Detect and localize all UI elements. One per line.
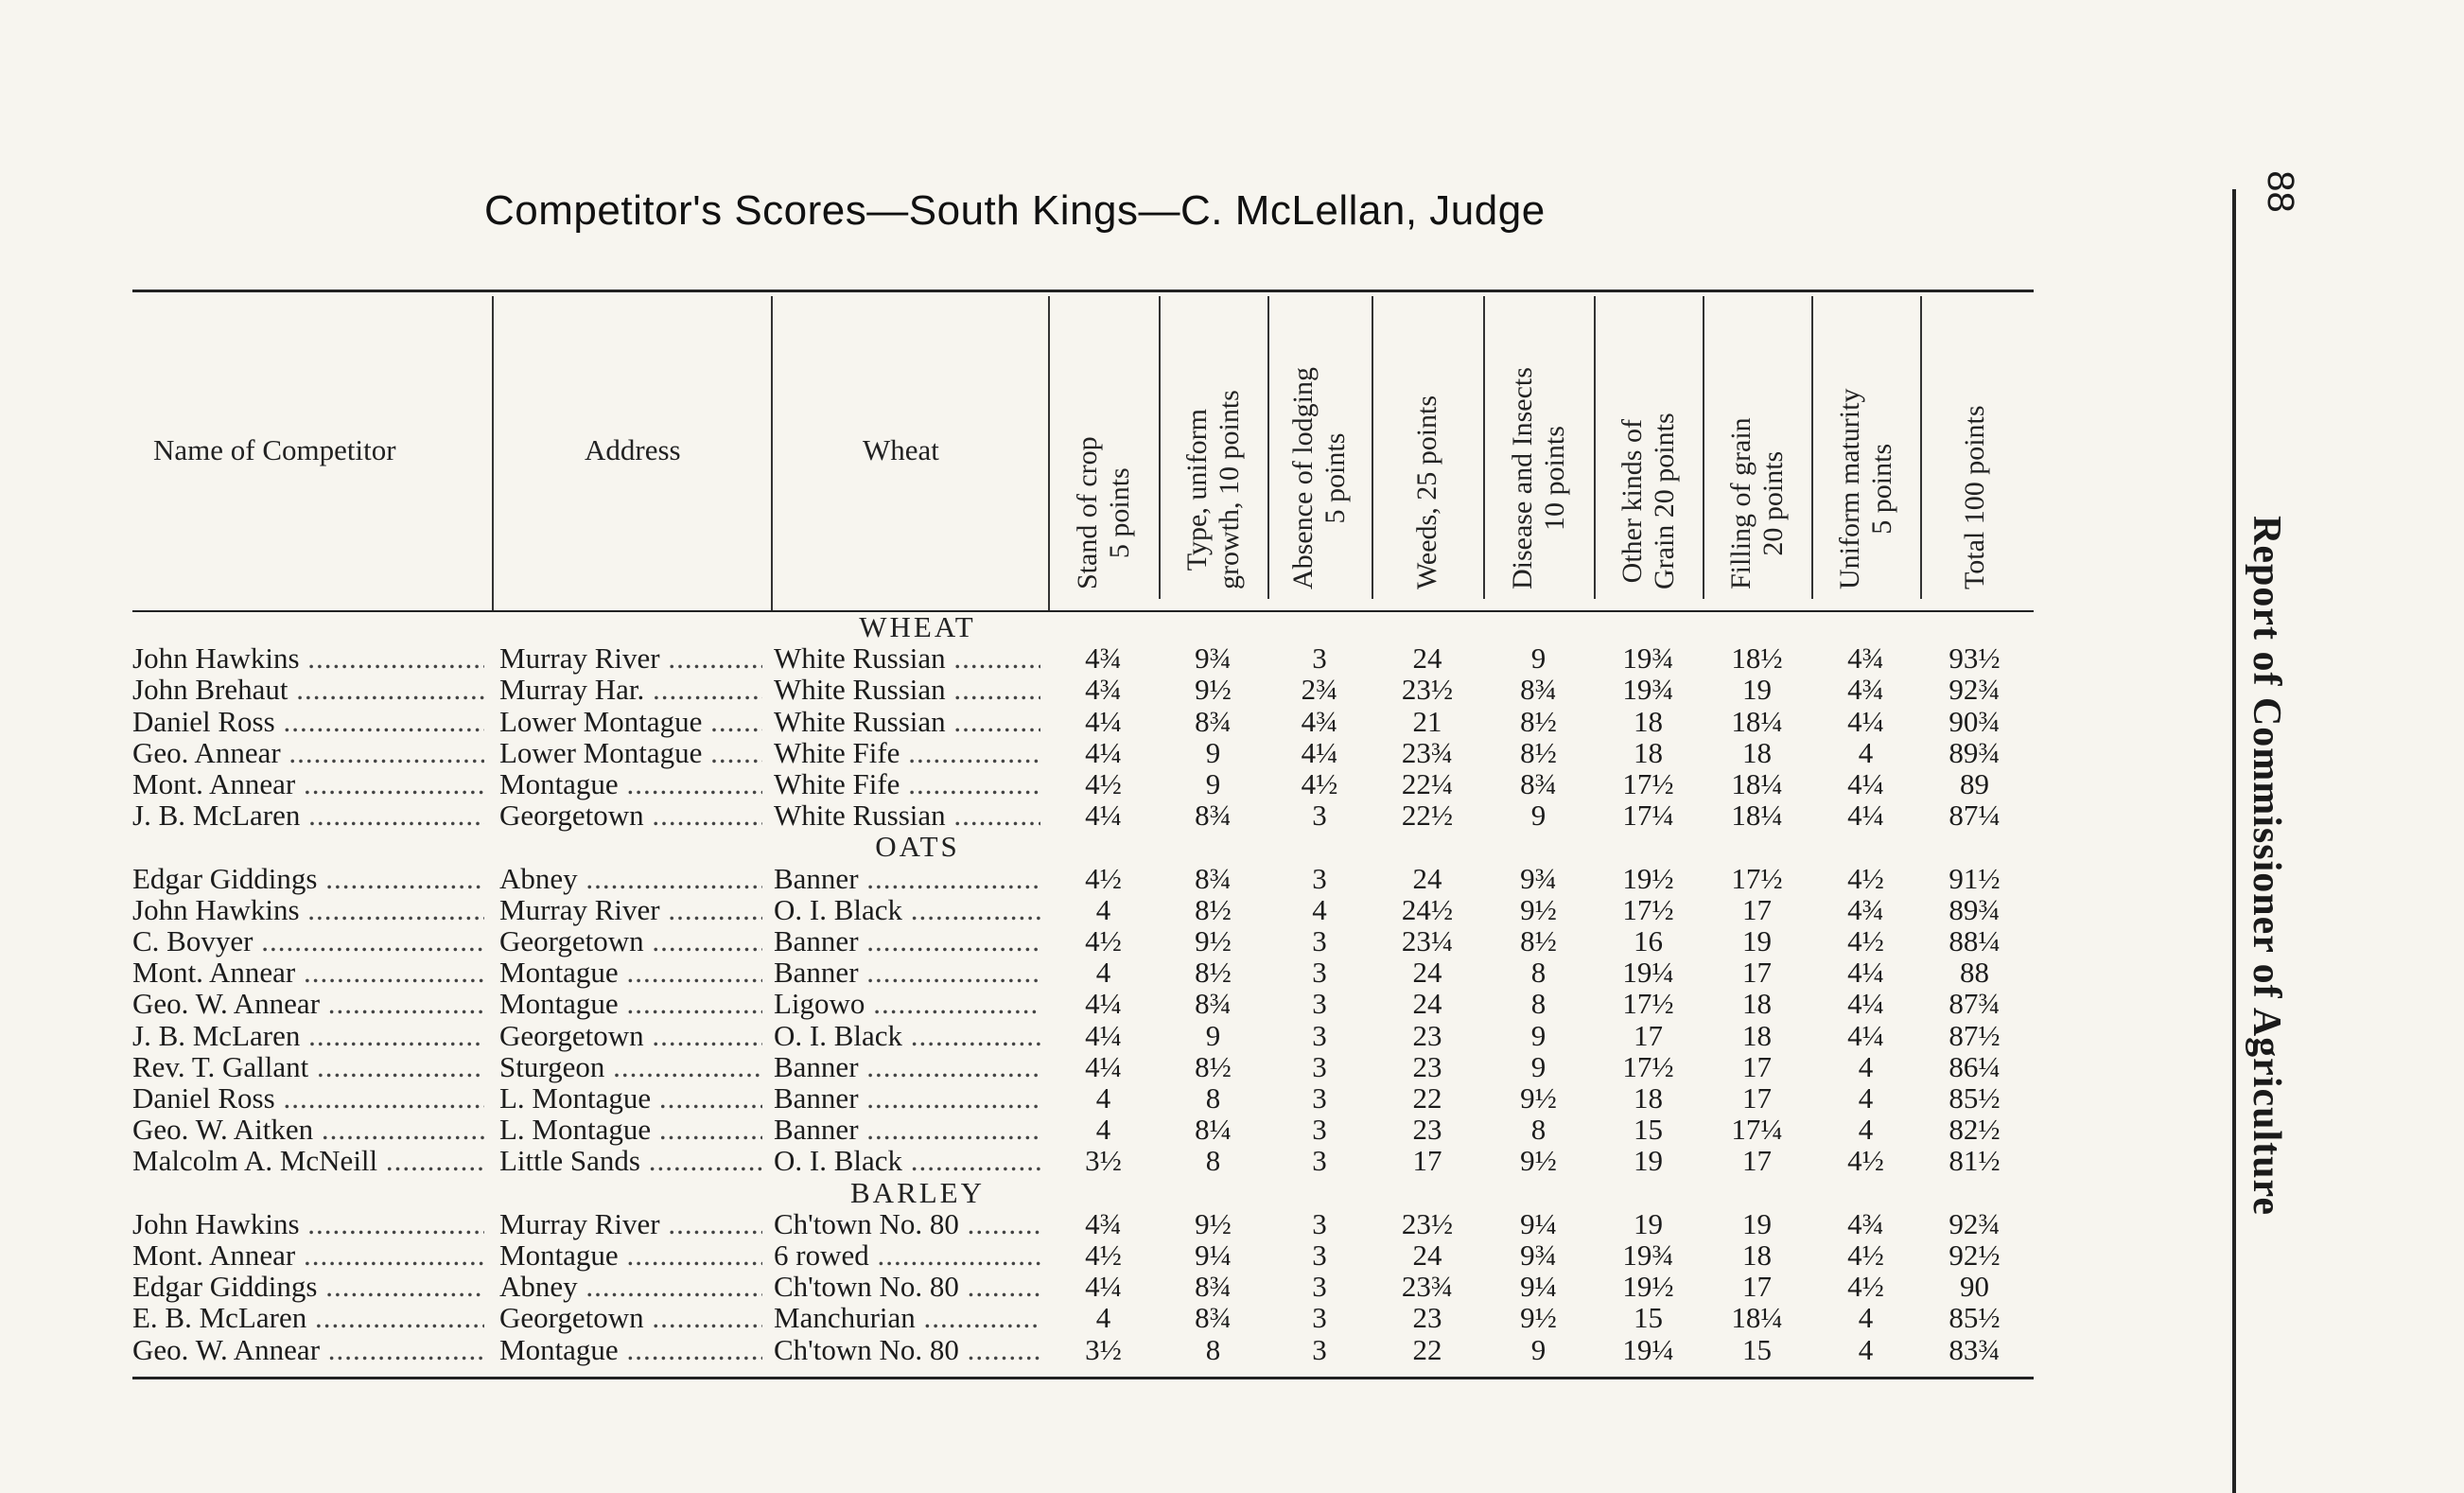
score-cell: 4¼: [1301, 735, 1338, 769]
score-cell: 92¾: [1948, 673, 2001, 707]
section-label: OATS: [875, 830, 960, 864]
score-cell: 8: [1205, 1081, 1221, 1115]
score-cell: 9½: [1520, 1301, 1557, 1335]
competitor-variety: White Russian .....: [774, 673, 1040, 707]
score-cell: 4: [1095, 956, 1111, 990]
score-cell: 17: [1742, 1144, 1772, 1178]
score-cell: 8½: [1520, 924, 1557, 957]
score-cell: 22: [1412, 1081, 1442, 1115]
score-cell: 87¼: [1948, 799, 2001, 833]
score-cell: 18¼: [1731, 704, 1783, 738]
score-cell: 3: [1312, 1332, 1327, 1366]
score-cell: 3: [1312, 1144, 1327, 1178]
score-cell: 19¼: [1622, 1332, 1674, 1366]
side-rule: [2232, 189, 2236, 1493]
score-cell: 9: [1530, 1018, 1547, 1052]
competitor-variety: Ch'town No. 80 .....: [774, 1333, 1040, 1367]
score-cell: 9: [1205, 1018, 1221, 1052]
column-header: [1594, 296, 1703, 608]
score-cell: 4: [1858, 735, 1874, 769]
column-header-line: Grain 20 points: [1649, 413, 1680, 589]
score-cell: 4: [1095, 892, 1111, 926]
score-cell: 8¾: [1195, 704, 1232, 738]
score-cell: 4: [1095, 1301, 1111, 1335]
page-title: Competitor's Scores—South Kings—C. McLellan, Judge: [484, 187, 1546, 234]
score-cell: 3: [1312, 1206, 1327, 1240]
score-cell: 4¾: [1085, 641, 1122, 676]
score-cell: 4¼: [1085, 987, 1122, 1021]
score-cell: 4: [1858, 1049, 1874, 1083]
score-cell: 24½: [1401, 892, 1454, 926]
score-cell: 9½: [1520, 1081, 1557, 1115]
score-cell: 3: [1312, 1081, 1327, 1115]
score-cell: 19¾: [1622, 1238, 1674, 1272]
score-cell: 9½: [1195, 673, 1232, 707]
competitor-name: Geo. W. Aitken .....: [132, 1113, 484, 1147]
competitor-variety: Banner .....: [774, 862, 1040, 896]
score-cell: 23: [1412, 1113, 1442, 1147]
score-cell: 85½: [1948, 1081, 2001, 1115]
score-cell: 4: [1858, 1332, 1874, 1366]
competitor-variety: O. I. Black .....: [774, 1144, 1040, 1178]
competitor-address: Lower Montague .....: [499, 705, 762, 739]
score-cell: 8¾: [1195, 799, 1232, 833]
score-cell: 3: [1312, 956, 1327, 990]
section-label: BARLEY: [850, 1175, 985, 1209]
column-header: [1811, 296, 1920, 608]
score-cell: 19: [1742, 1206, 1772, 1240]
score-cell: 85½: [1948, 1301, 2001, 1335]
score-cell: 24: [1412, 1238, 1442, 1272]
score-cell: 4: [1095, 1081, 1111, 1115]
score-cell: 18: [1742, 1238, 1772, 1272]
score-cell: 23: [1412, 1049, 1442, 1083]
competitor-name: Mont. Annear .....: [132, 767, 484, 801]
score-cell: 21: [1412, 704, 1442, 738]
score-cell: 17½: [1622, 987, 1674, 1021]
score-cell: 4: [1095, 1113, 1111, 1147]
competitor-name: Malcolm A. McNeill .....: [132, 1144, 484, 1178]
score-cell: 3: [1312, 1113, 1327, 1147]
competitor-variety: Banner .....: [774, 1113, 1040, 1147]
score-cell: 8½: [1195, 1049, 1232, 1083]
score-cell: 9: [1530, 641, 1547, 676]
score-cell: 18¼: [1731, 799, 1783, 833]
score-cell: 18½: [1731, 641, 1783, 676]
section-label: WHEAT: [859, 610, 976, 643]
score-cell: 22½: [1401, 799, 1454, 833]
competitor-name: John Brehaut .....: [132, 673, 484, 707]
score-cell: 8: [1530, 987, 1547, 1021]
score-cell: 3: [1312, 1270, 1327, 1304]
competitor-name: Daniel Ross .....: [132, 1081, 484, 1115]
score-cell: 19: [1742, 924, 1772, 957]
score-cell: 4½: [1847, 924, 1884, 957]
score-cell: 4¼: [1847, 799, 1884, 833]
competitor-variety: Banner .....: [774, 1050, 1040, 1084]
column-header: [1920, 296, 2029, 608]
column-header-line: 10 points: [1539, 426, 1570, 531]
score-cell: 4½: [1847, 861, 1884, 895]
score-cell: 9½: [1520, 892, 1557, 926]
score-cell: 17¼: [1622, 799, 1674, 833]
score-cell: 19½: [1622, 1270, 1674, 1304]
score-cell: 4¾: [1085, 673, 1122, 707]
score-cell: 15: [1742, 1332, 1772, 1366]
competitor-name: Edgar Giddings .....: [132, 862, 484, 896]
column-header: [1267, 296, 1372, 608]
competitor-variety: White Russian .....: [774, 705, 1040, 739]
competitor-name: John Hawkins .....: [132, 1207, 484, 1241]
score-cell: 89: [1960, 767, 1989, 800]
column-header-line: 5 points: [1866, 443, 1897, 535]
score-cell: 8½: [1520, 735, 1557, 769]
competitor-address: L. Montague .....: [499, 1081, 762, 1115]
score-cell: 19: [1634, 1206, 1663, 1240]
score-cell: 4¼: [1847, 704, 1884, 738]
column-header-line: growth, 10 points: [1214, 390, 1245, 589]
score-cell: 4¼: [1085, 1049, 1122, 1083]
score-cell: 23½: [1401, 1206, 1454, 1240]
score-cell: 9¼: [1195, 1238, 1232, 1272]
score-cell: 19¾: [1622, 673, 1674, 707]
score-cell: 17: [1634, 1018, 1663, 1052]
competitor-name: Geo. W. Annear .....: [132, 987, 484, 1021]
competitor-variety: Banner .....: [774, 956, 1040, 990]
competitor-name: J. B. McLaren .....: [132, 799, 484, 833]
competitor-name: John Hawkins .....: [132, 641, 484, 676]
score-cell: 3: [1312, 641, 1327, 676]
score-cell: 24: [1412, 987, 1442, 1021]
score-cell: 89¾: [1948, 892, 2001, 926]
score-cell: 4: [1858, 1081, 1874, 1115]
score-cell: 89¾: [1948, 735, 2001, 769]
competitor-address: Murray River .....: [499, 641, 762, 676]
score-cell: 4¼: [1085, 1018, 1122, 1052]
score-cell: 18¼: [1731, 1301, 1783, 1335]
score-cell: 18: [1634, 735, 1663, 769]
score-cell: 15: [1634, 1301, 1663, 1335]
score-cell: 18: [1634, 1081, 1663, 1115]
competitor-variety: Banner .....: [774, 1081, 1040, 1115]
competitor-variety: O. I. Black .....: [774, 893, 1040, 927]
score-cell: 8½: [1195, 892, 1232, 926]
score-cell: 4¾: [1847, 641, 1884, 676]
competitor-name: Mont. Annear .....: [132, 956, 484, 990]
score-cell: 4¾: [1847, 892, 1884, 926]
competitor-name: E. B. McLaren .....: [132, 1301, 484, 1335]
score-cell: 9¾: [1195, 641, 1232, 676]
competitor-variety: O. I. Black .....: [774, 1019, 1040, 1053]
header-rule: [132, 610, 2034, 612]
score-cell: 4½: [1847, 1144, 1884, 1178]
competitor-variety: Manchurian .....: [774, 1301, 1040, 1335]
score-cell: 4¼: [1847, 1018, 1884, 1052]
score-cell: 8¾: [1520, 673, 1557, 707]
score-cell: 18¼: [1731, 767, 1783, 800]
score-cell: 82½: [1948, 1113, 2001, 1147]
score-cell: 9½: [1520, 1144, 1557, 1178]
column-header-line: Total 100 points: [1959, 405, 1990, 589]
column-header-line: Absence of lodging: [1287, 367, 1319, 589]
score-cell: 4¼: [1085, 1270, 1122, 1304]
competitor-variety: White Russian .....: [774, 799, 1040, 833]
score-cell: 3: [1312, 1049, 1327, 1083]
score-cell: 8¾: [1195, 1270, 1232, 1304]
competitor-name: C. Bovyer .....: [132, 924, 484, 958]
score-cell: 8: [1530, 956, 1547, 990]
score-cell: 24: [1412, 956, 1442, 990]
column-header-line: 20 points: [1757, 450, 1789, 556]
score-cell: 4¼: [1847, 956, 1884, 990]
score-cell: 17: [1742, 956, 1772, 990]
column-header: [1483, 296, 1594, 608]
score-cell: 24: [1412, 861, 1442, 895]
score-cell: 9: [1205, 735, 1221, 769]
score-cell: 17½: [1622, 767, 1674, 800]
score-cell: 18: [1742, 735, 1772, 769]
page-number: 88: [2259, 170, 2301, 213]
score-cell: 22¼: [1401, 767, 1454, 800]
side-title: Report of Commissioner of Agriculture: [2245, 516, 2288, 1217]
header-address: Address: [585, 433, 681, 466]
column-header-line: Type, uniform: [1181, 408, 1213, 571]
competitor-variety: White Fife .....: [774, 767, 1040, 801]
competitor-name: Mont. Annear .....: [132, 1238, 484, 1273]
score-cell: 17: [1742, 1270, 1772, 1304]
score-cell: 4½: [1085, 1238, 1122, 1272]
competitor-address: Sturgeon .....: [499, 1050, 762, 1084]
competitor-address: Little Sands .....: [499, 1144, 762, 1178]
score-cell: 4: [1858, 1113, 1874, 1147]
score-cell: 4¼: [1847, 987, 1884, 1021]
header-variety: Wheat: [863, 433, 939, 466]
score-cell: 81½: [1948, 1144, 2001, 1178]
column-header-line: Stand of crop: [1072, 436, 1103, 589]
competitor-address: Montague .....: [499, 987, 762, 1021]
score-cell: 4¾: [1301, 704, 1338, 738]
competitor-address: Abney .....: [499, 1270, 762, 1304]
competitor-address: Montague .....: [499, 956, 762, 990]
column-header-line: Disease and Insects: [1507, 367, 1538, 589]
competitor-address: Montague .....: [499, 767, 762, 801]
score-cell: 90: [1960, 1270, 1989, 1304]
competitor-variety: Ch'town No. 80 .....: [774, 1270, 1040, 1304]
competitor-address: Murray Har. .....: [499, 673, 762, 707]
score-cell: 17¼: [1731, 1113, 1783, 1147]
score-cell: 9: [1530, 1332, 1547, 1366]
column-header-line: Uniform maturity: [1834, 388, 1865, 589]
score-cell: 17: [1742, 892, 1772, 926]
score-cell: 4¾: [1085, 1206, 1122, 1240]
score-cell: 23¾: [1401, 1270, 1454, 1304]
competitor-name: Rev. T. Gallant .....: [132, 1050, 484, 1084]
score-cell: 9: [1205, 767, 1221, 800]
score-cell: 9: [1530, 1049, 1547, 1083]
competitor-variety: White Fife .....: [774, 736, 1040, 770]
score-cell: 8¾: [1520, 767, 1557, 800]
competitor-address: Montague .....: [499, 1238, 762, 1273]
score-cell: 3: [1312, 1238, 1327, 1272]
score-cell: 3½: [1085, 1144, 1122, 1178]
column-header: [1048, 296, 1159, 608]
score-cell: 3: [1312, 987, 1327, 1021]
score-cell: 16: [1634, 924, 1663, 957]
competitor-variety: 6 rowed .....: [774, 1238, 1040, 1273]
competitor-address: L. Montague .....: [499, 1113, 762, 1147]
score-cell: 3: [1312, 1301, 1327, 1335]
column-header-line: 5 points: [1104, 467, 1135, 559]
competitor-name: Geo. Annear .....: [132, 736, 484, 770]
score-cell: 4¼: [1085, 704, 1122, 738]
score-cell: 22: [1412, 1332, 1442, 1366]
top-rule: [132, 290, 2034, 292]
score-cell: 19: [1634, 1144, 1663, 1178]
column-divider: [492, 296, 494, 610]
score-cell: 8: [1205, 1332, 1221, 1366]
column-header: [1703, 296, 1811, 608]
competitor-address: Georgetown .....: [499, 924, 762, 958]
score-cell: 3: [1312, 799, 1327, 833]
column-header-line: 5 points: [1319, 432, 1351, 524]
competitor-address: Georgetown .....: [499, 799, 762, 833]
score-cell: 9¼: [1520, 1206, 1557, 1240]
competitor-name: Geo. W. Annear .....: [132, 1333, 484, 1367]
score-cell: 4½: [1301, 767, 1338, 800]
column-divider: [771, 296, 773, 610]
competitor-address: Lower Montague .....: [499, 736, 762, 770]
score-cell: 9¾: [1520, 1238, 1557, 1272]
score-cell: 19¼: [1622, 956, 1674, 990]
score-cell: 9¼: [1520, 1270, 1557, 1304]
score-cell: 9½: [1195, 1206, 1232, 1240]
score-cell: 93½: [1948, 641, 2001, 676]
score-cell: 17: [1412, 1144, 1442, 1178]
competitor-name: Edgar Giddings .....: [132, 1270, 484, 1304]
score-cell: 4: [1858, 1301, 1874, 1335]
score-cell: 2¾: [1301, 673, 1338, 707]
score-cell: 83¾: [1948, 1332, 2001, 1366]
score-cell: 8¾: [1195, 1301, 1232, 1335]
score-cell: 8¾: [1195, 861, 1232, 895]
score-cell: 8: [1530, 1113, 1547, 1147]
score-cell: 9½: [1195, 924, 1232, 957]
competitor-name: J. B. McLaren .....: [132, 1019, 484, 1053]
score-cell: 17: [1742, 1081, 1772, 1115]
score-cell: 17: [1742, 1049, 1772, 1083]
score-cell: 88: [1960, 956, 1989, 990]
score-cell: 4¼: [1085, 799, 1122, 833]
competitor-address: Georgetown .....: [499, 1019, 762, 1053]
competitor-variety: Ch'town No. 80 .....: [774, 1207, 1040, 1241]
score-cell: 88¼: [1948, 924, 2001, 957]
score-cell: 8¾: [1195, 987, 1232, 1021]
score-cell: 87¾: [1948, 987, 2001, 1021]
score-cell: 92½: [1948, 1238, 2001, 1272]
header-name: Name of Competitor: [153, 433, 396, 466]
score-cell: 4¾: [1847, 1206, 1884, 1240]
score-cell: 86¼: [1948, 1049, 2001, 1083]
competitor-address: Murray River .....: [499, 893, 762, 927]
score-cell: 19¾: [1622, 641, 1674, 676]
score-cell: 4½: [1085, 767, 1122, 800]
score-cell: 8½: [1195, 956, 1232, 990]
score-cell: 8: [1205, 1144, 1221, 1178]
score-cell: 4½: [1085, 861, 1122, 895]
column-header-line: Filling of grain: [1725, 417, 1756, 589]
score-cell: 23: [1412, 1018, 1442, 1052]
score-cell: 17½: [1622, 892, 1674, 926]
competitor-variety: Banner .....: [774, 924, 1040, 958]
score-cell: 4½: [1847, 1270, 1884, 1304]
score-cell: 91½: [1948, 861, 2001, 895]
score-cell: 3: [1312, 861, 1327, 895]
score-cell: 3: [1312, 1018, 1327, 1052]
column-header-line: Other kinds of: [1616, 419, 1648, 584]
score-cell: 18: [1634, 704, 1663, 738]
bottom-rule: [132, 1377, 2034, 1379]
score-cell: 8½: [1520, 704, 1557, 738]
column-header: [1372, 296, 1483, 608]
score-cell: 17½: [1731, 861, 1783, 895]
competitor-variety: White Russian .....: [774, 641, 1040, 676]
score-cell: 4½: [1847, 1238, 1884, 1272]
score-cell: 19: [1742, 673, 1772, 707]
score-cell: 4: [1312, 892, 1327, 926]
score-cell: 3½: [1085, 1332, 1122, 1366]
score-cell: 23½: [1401, 673, 1454, 707]
score-cell: 15: [1634, 1113, 1663, 1147]
score-cell: 3: [1312, 924, 1327, 957]
score-cell: 24: [1412, 641, 1442, 676]
competitor-variety: Ligowo .....: [774, 987, 1040, 1021]
column-header: [1159, 296, 1267, 608]
score-cell: 4½: [1085, 924, 1122, 957]
score-cell: 4¼: [1847, 767, 1884, 800]
score-cell: 19½: [1622, 861, 1674, 895]
score-cell: 9¾: [1520, 861, 1557, 895]
score-cell: 23: [1412, 1301, 1442, 1335]
score-cell: 8¼: [1195, 1113, 1232, 1147]
score-cell: 92¾: [1948, 1206, 2001, 1240]
score-cell: 90¾: [1948, 704, 2001, 738]
score-cell: 18: [1742, 1018, 1772, 1052]
score-cell: 17½: [1622, 1049, 1674, 1083]
column-header-line: Weeds, 25 points: [1411, 395, 1442, 589]
competitor-address: Georgetown .....: [499, 1301, 762, 1335]
competitor-address: Murray River .....: [499, 1207, 762, 1241]
competitor-address: Montague .....: [499, 1333, 762, 1367]
competitor-name: John Hawkins .....: [132, 893, 484, 927]
score-cell: 9: [1530, 799, 1547, 833]
score-cell: 4¾: [1847, 673, 1884, 707]
competitor-name: Daniel Ross .....: [132, 705, 484, 739]
score-cell: 4¼: [1085, 735, 1122, 769]
score-cell: 23¼: [1401, 924, 1454, 957]
score-cell: 87½: [1948, 1018, 2001, 1052]
score-cell: 23¾: [1401, 735, 1454, 769]
score-cell: 18: [1742, 987, 1772, 1021]
competitor-address: Abney .....: [499, 862, 762, 896]
